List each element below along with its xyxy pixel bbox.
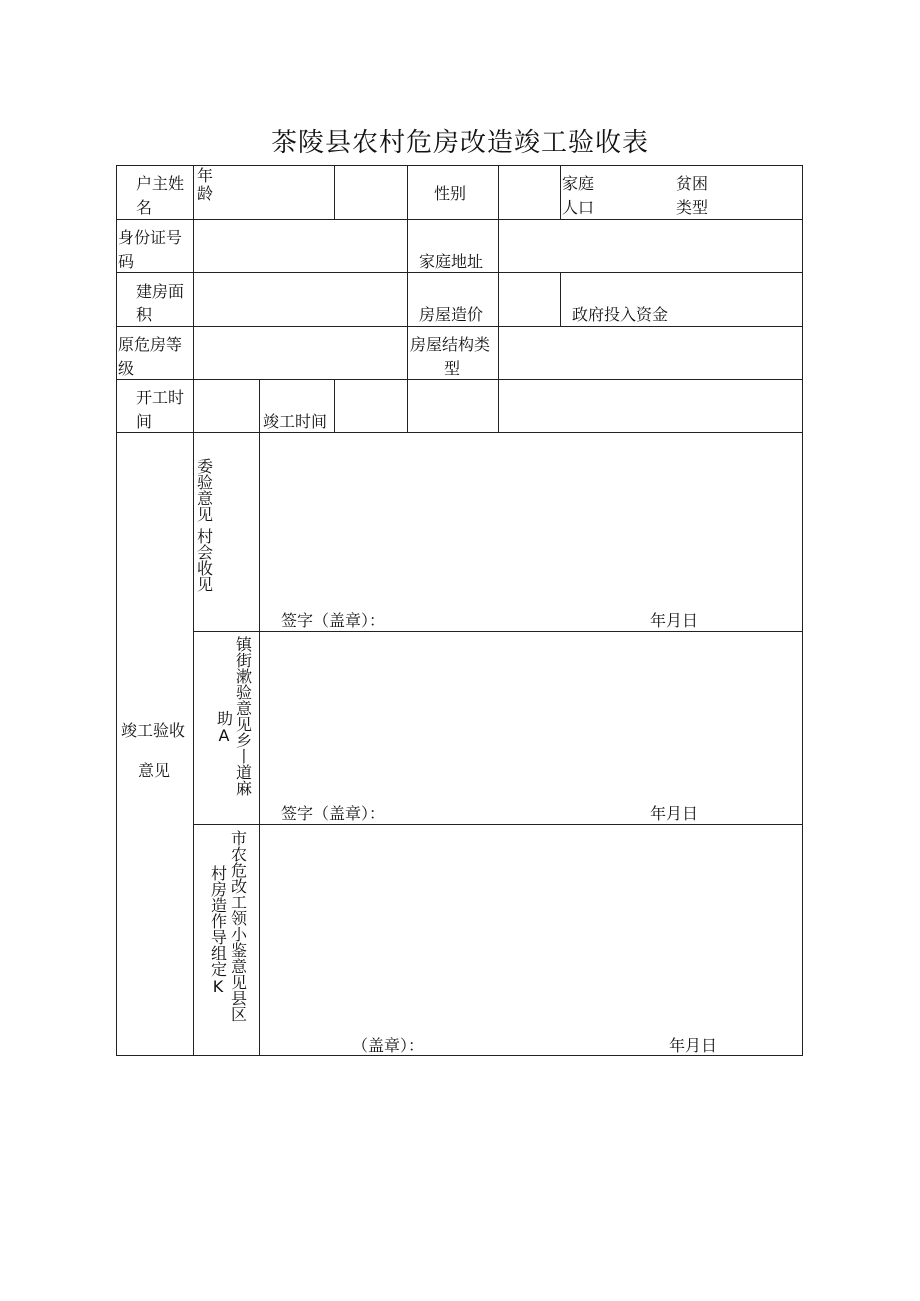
- age-label: 年: [197, 166, 214, 185]
- column-divider: [334, 165, 335, 219]
- township-opinion-vertical-label-cont: 助A: [214, 710, 234, 745]
- page-title: 茶陵县农村危房改造竣工验收表: [270, 128, 649, 158]
- column-divider: [193, 165, 194, 1056]
- gender-label: 性别: [434, 184, 467, 203]
- government-funds-label: 政府投入资金: [572, 305, 669, 324]
- age-label-cont: 龄: [197, 184, 214, 203]
- county-opinion-vertical-label-cont: 村房造作导组定K: [208, 865, 228, 996]
- original-grade-label-cont: 级: [118, 359, 135, 378]
- column-divider: [259, 432, 260, 1056]
- start-time-label-cont: 间: [136, 412, 153, 431]
- id-number-label-cont: 码: [118, 252, 135, 271]
- column-divider: [498, 165, 499, 432]
- row-divider: [116, 432, 803, 433]
- family-size-label: 家庭: [562, 174, 595, 193]
- village-opinion-vertical-label: 委验意见: [194, 458, 214, 522]
- village-opinion-vertical-label-cont: 村会收见: [194, 528, 214, 592]
- township-date-label: 年月日: [650, 804, 699, 823]
- column-divider: [560, 165, 561, 219]
- column-divider: [334, 379, 335, 432]
- acceptance-opinion-label-cont: 意见: [138, 761, 171, 780]
- id-number-label: 身份证号: [118, 228, 183, 247]
- column-divider: [560, 272, 561, 326]
- acceptance-opinion-label: 竣工验收: [121, 721, 186, 740]
- owner-name-label: 户主姓: [136, 174, 185, 193]
- poverty-type-label-cont: 类型: [676, 198, 709, 217]
- village-date-label: 年月日: [650, 611, 699, 630]
- structure-type-label: 房屋结构类: [410, 335, 491, 354]
- poverty-type-label: 贫困: [676, 174, 709, 193]
- township-opinion-vertical-label: 镇街漱验意见乡丨道麻: [233, 636, 253, 796]
- village-signature-label: 签字（盖章）：: [281, 611, 386, 630]
- family-size-label-cont: 人口: [562, 198, 595, 217]
- county-seal-label: （盖章）：: [352, 1036, 425, 1055]
- county-date-label: 年月日: [669, 1036, 718, 1055]
- table-border-top: [116, 165, 803, 166]
- column-divider: [407, 165, 408, 432]
- house-cost-label: 房屋造价: [419, 305, 484, 324]
- original-grade-label: 原危房等: [118, 335, 183, 354]
- building-area-label-cont: 积: [136, 305, 153, 324]
- completion-time-label: 竣工时间: [263, 412, 328, 431]
- owner-name-label-cont: 名: [136, 198, 153, 217]
- table-border-left: [116, 165, 117, 1056]
- start-time-label: 开工时: [136, 388, 185, 407]
- column-divider: [259, 379, 260, 432]
- address-label: 家庭地址: [419, 252, 484, 271]
- table-border-right: [802, 165, 803, 1056]
- building-area-label: 建房面: [136, 282, 185, 301]
- structure-type-label-cont: 型: [444, 359, 461, 378]
- township-signature-label: 签字（盖章）：: [281, 804, 386, 823]
- county-opinion-vertical-label: 市农危改工领小鉴意见县区: [228, 830, 248, 1022]
